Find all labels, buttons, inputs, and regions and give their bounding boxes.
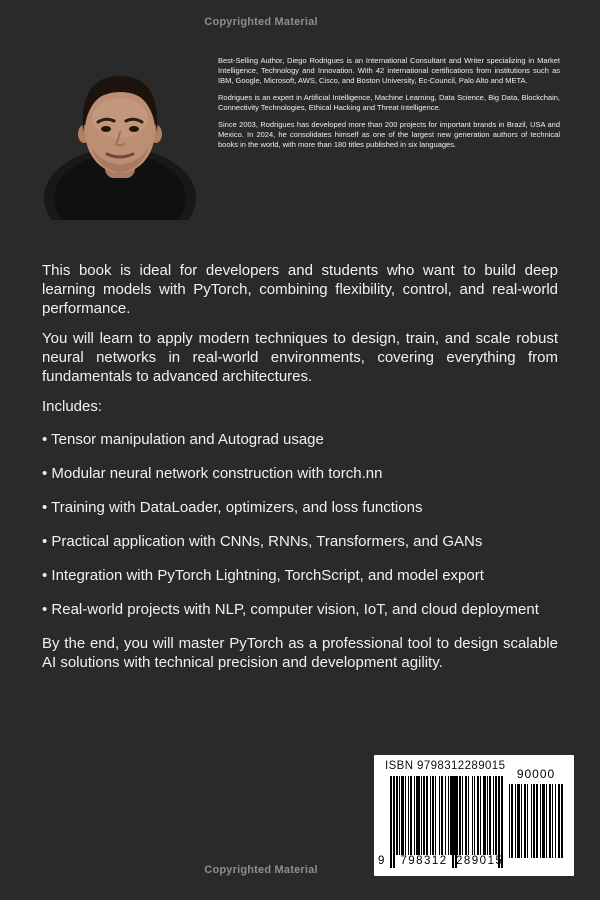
barcode-digit-group-1: 798312 [400, 855, 448, 867]
includes-heading: Includes: [42, 398, 103, 415]
barcode-digit-group-2: 289015 [456, 855, 504, 867]
barcode-digit-lead: 9 [378, 855, 385, 867]
author-photo [35, 48, 205, 220]
description-paragraph-1: This book is ideal for developers and students who want to build deep learning models with PyTorch, combining flexibility, control, and real-world performance. [42, 262, 558, 317]
bio-paragraph-2: Rodrigues is an expert in Artificial Intelligence, Machine Learning, Data Science, Big Data, Blockchain, Connectivity Technologies, Ethical Hacking and Threat Intelligence. [218, 93, 560, 112]
bullet-item-4: • Practical application with CNNs, RNNs, Transformers, and GANs [42, 533, 483, 550]
author-bio [218, 56, 560, 157]
portrait-eye-right [129, 126, 139, 132]
copyright-notice-top: Copyrighted Material [204, 16, 318, 28]
bullet-item-5: • Integration with PyTorch Lightning, TorchScript, and model export [42, 567, 484, 584]
barcode-panel [374, 755, 574, 876]
description-paragraph-2: You will learn to apply modern techniques to design, train, and scale robust neural networks in real-world environments, covering everything from fundamentals to advanced architectures. [42, 330, 558, 385]
isbn-label: ISBN 9798312289015 [385, 760, 506, 772]
copyright-notice-bottom: Copyrighted Material [204, 864, 318, 876]
bullet-item-1: • Tensor manipulation and Autograd usage [42, 431, 324, 448]
bullet-item-6: • Real-world projects with NLP, computer vision, IoT, and cloud deployment [42, 601, 539, 618]
price-code: 90000 [516, 767, 556, 781]
ean-barcode [390, 776, 502, 855]
book-description [42, 261, 558, 672]
portrait-eye-left [101, 126, 111, 132]
closing-paragraph: By the end, you will master PyTorch as a professional tool to design scalable AI solutions with technical precision and development agility. [42, 635, 558, 671]
bio-paragraph-1: Best-Selling Author, Diego Rodrigues is an International Consultant and Writer specializing in Market Intelligence, Technology and Innovation. With 42 international certifications from institutions such as IBM, Google, Microsoft, AWS, Cisco, and Boston University, Ec-Council, Palo Alto and META. [218, 56, 560, 85]
author-portrait-illustration [35, 48, 205, 220]
bullet-item-3: • Training with DataLoader, optimizers, and loss functions [42, 499, 423, 516]
bullet-item-2: • Modular neural network construction with torch.nn [42, 465, 383, 482]
supplemental-barcode [509, 784, 563, 858]
bio-paragraph-3: Since 2003, Rodrigues has developed more than 200 projects for important brands in Brazil, USA and Mexico. In 2024, he consolidates himself as one of the largest new generation authors of technical books in the world, with more than 180 titles published in six languages. [218, 120, 560, 149]
